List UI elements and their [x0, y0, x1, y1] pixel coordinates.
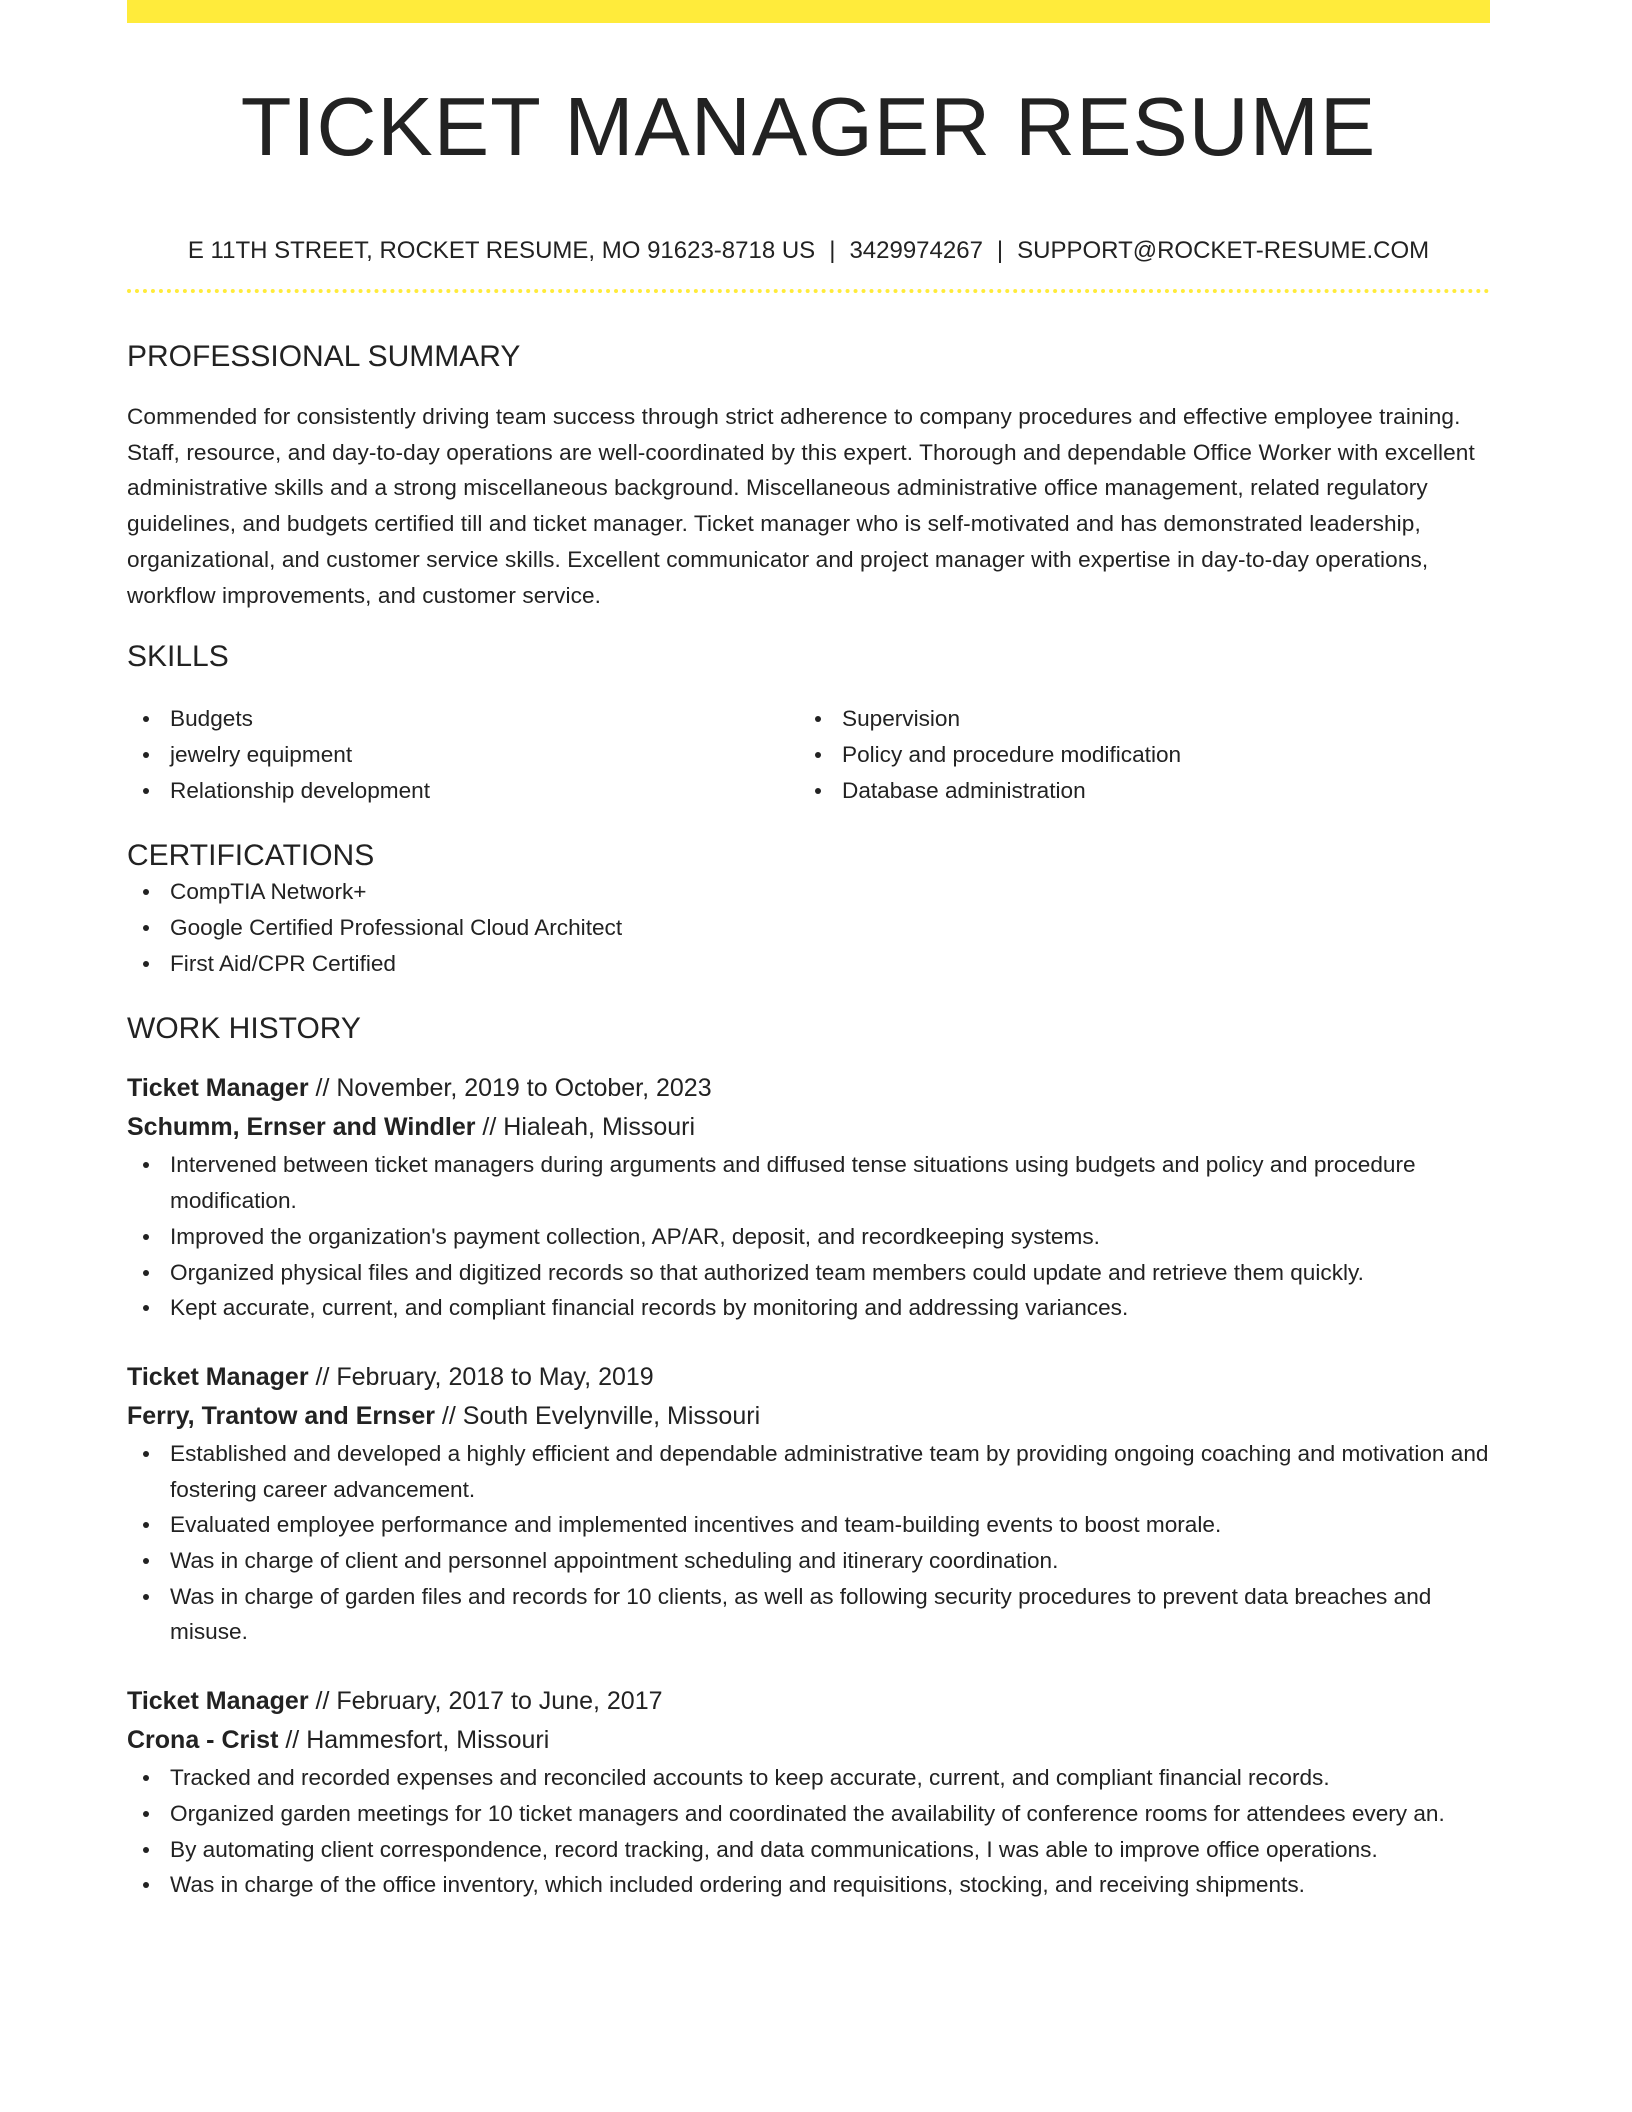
job-dates: November, 2019 to October, 2023 [336, 1074, 712, 1103]
summary-heading: PROFESSIONAL SUMMARY [127, 340, 521, 373]
job-role: Ticket Manager [127, 1074, 309, 1103]
contact-phone: 3429974267 [849, 237, 983, 264]
job-bullet: Established and developed a highly efficient and dependable administrative team by providing ongoing coaching and motivation and fostering career advancement. [127, 1436, 1490, 1507]
job-company: Crona - Crist [127, 1726, 279, 1755]
job-bullet: Organized garden meetings for 10 ticket managers and coordinated the availability of conference rooms for attendees every an. [127, 1796, 1490, 1832]
job-bullet: Evaluated employee performance and implemented incentives and team-building events to boost morale. [127, 1507, 1490, 1543]
job-location: Hialeah, Missouri [503, 1113, 696, 1142]
job-role-line [127, 1682, 1490, 1721]
job-bullet: Improved the organization's payment collection, AP/AR, deposit, and recordkeeping systems. [127, 1219, 1490, 1255]
skills-heading: SKILLS [127, 640, 229, 674]
job-bullet: Tracked and recorded expenses and reconciled accounts to keep accurate, current, and compliant financial records. [127, 1760, 1490, 1796]
job-separator: // [441, 1401, 456, 1430]
job-role-line [127, 1069, 1490, 1108]
job-dates: February, 2017 to June, 2017 [336, 1687, 663, 1716]
job-location: South Evelynville, Missouri [462, 1401, 761, 1430]
job-bullet: By automating client correspondence, record tracking, and data communications, I was able to improve office operations. [127, 1832, 1490, 1868]
job-bullet: Intervened between ticket managers during arguments and diffused tense situations using budgets and policy and procedure modification. [127, 1147, 1490, 1218]
skill-item: Database administration [799, 773, 1471, 809]
job-dates: February, 2018 to May, 2019 [336, 1362, 654, 1391]
contact-line [127, 236, 1490, 266]
job-company: Ferry, Trantow and Ernser [127, 1401, 435, 1430]
job-company-line [127, 1108, 1490, 1147]
job-separator: // [482, 1113, 497, 1142]
job-location: Hammesfort, Missouri [306, 1726, 550, 1755]
skill-item: Policy and procedure modification [799, 737, 1471, 773]
contact-email: SUPPORT@ROCKET-RESUME.COM [1017, 237, 1430, 264]
resume-page [127, 0, 1490, 1903]
job-separator: // [315, 1687, 330, 1716]
job-bullet: Kept accurate, current, and compliant financial records by monitoring and addressing variances. [127, 1290, 1490, 1326]
job-entry [127, 1358, 1490, 1650]
job-role: Ticket Manager [127, 1687, 309, 1716]
job-entry [127, 1069, 1490, 1326]
job-bullet: Organized physical files and digitized records so that authorized team members could update and retrieve them quickly. [127, 1255, 1490, 1291]
certifications-list [127, 874, 1490, 981]
certification-item: Google Certified Professional Cloud Architect [127, 910, 1490, 946]
dotted-divider [127, 289, 1490, 293]
skill-item: Supervision [799, 701, 1471, 737]
skills-left-list [127, 701, 799, 808]
skills-right-list [799, 701, 1471, 808]
contact-separator: | [996, 237, 1004, 264]
job-role: Ticket Manager [127, 1362, 309, 1391]
job-separator: // [285, 1726, 300, 1755]
job-bullets [127, 1147, 1490, 1326]
job-company-line [127, 1721, 1490, 1760]
job-company-line [127, 1397, 1490, 1436]
job-entry [127, 1682, 1490, 1903]
resume-title: TICKET MANAGER RESUME [240, 80, 1377, 173]
job-bullet: Was in charge of client and personnel appointment scheduling and itinerary coordination. [127, 1543, 1490, 1579]
certification-item: First Aid/CPR Certified [127, 946, 1490, 982]
skill-item: Budgets [127, 701, 799, 737]
summary-text: Commended for consistently driving team success through strict adherence to company procedures and effective employee training. Staff, resource, and day-to-day operations are well-coordinated by this expert. Thorough and dependable Office Worker with excellent administrative skills and a strong miscellaneous background. Miscellaneous administrative office management, related regulatory guidelines, and budgets certified till and ticket manager. Ticket manager who is self-motivated and has demonstrated leadership, organizational, and customer service skills. Excellent communicator and project manager with expertise in day-to-day operations, workflow improvements, and customer service. [127, 404, 1475, 608]
job-bullets [127, 1760, 1490, 1903]
top-accent-bar [127, 0, 1490, 23]
certification-item: CompTIA Network+ [127, 874, 1490, 910]
job-bullet: Was in charge of garden files and records for 10 clients, as well as following security procedures to prevent data breaches and misuse. [127, 1579, 1490, 1650]
contact-address: E 11TH STREET, ROCKET RESUME, MO 91623-8718 US [187, 237, 816, 264]
job-bullet: Was in charge of the office inventory, which included ordering and requisitions, stocking, and receiving shipments. [127, 1867, 1490, 1903]
job-separator: // [315, 1074, 330, 1103]
job-company: Schumm, Ernser and Windler [127, 1113, 476, 1142]
skills-columns [127, 701, 1490, 808]
job-separator: // [315, 1362, 330, 1391]
skill-item: jewelry equipment [127, 737, 799, 773]
contact-separator: | [829, 237, 836, 264]
job-bullets [127, 1436, 1490, 1650]
job-role-line [127, 1358, 1490, 1397]
skill-item: Relationship development [127, 773, 799, 809]
certifications-heading: CERTIFICATIONS [127, 839, 375, 873]
work-history-heading: WORK HISTORY [127, 1012, 361, 1046]
